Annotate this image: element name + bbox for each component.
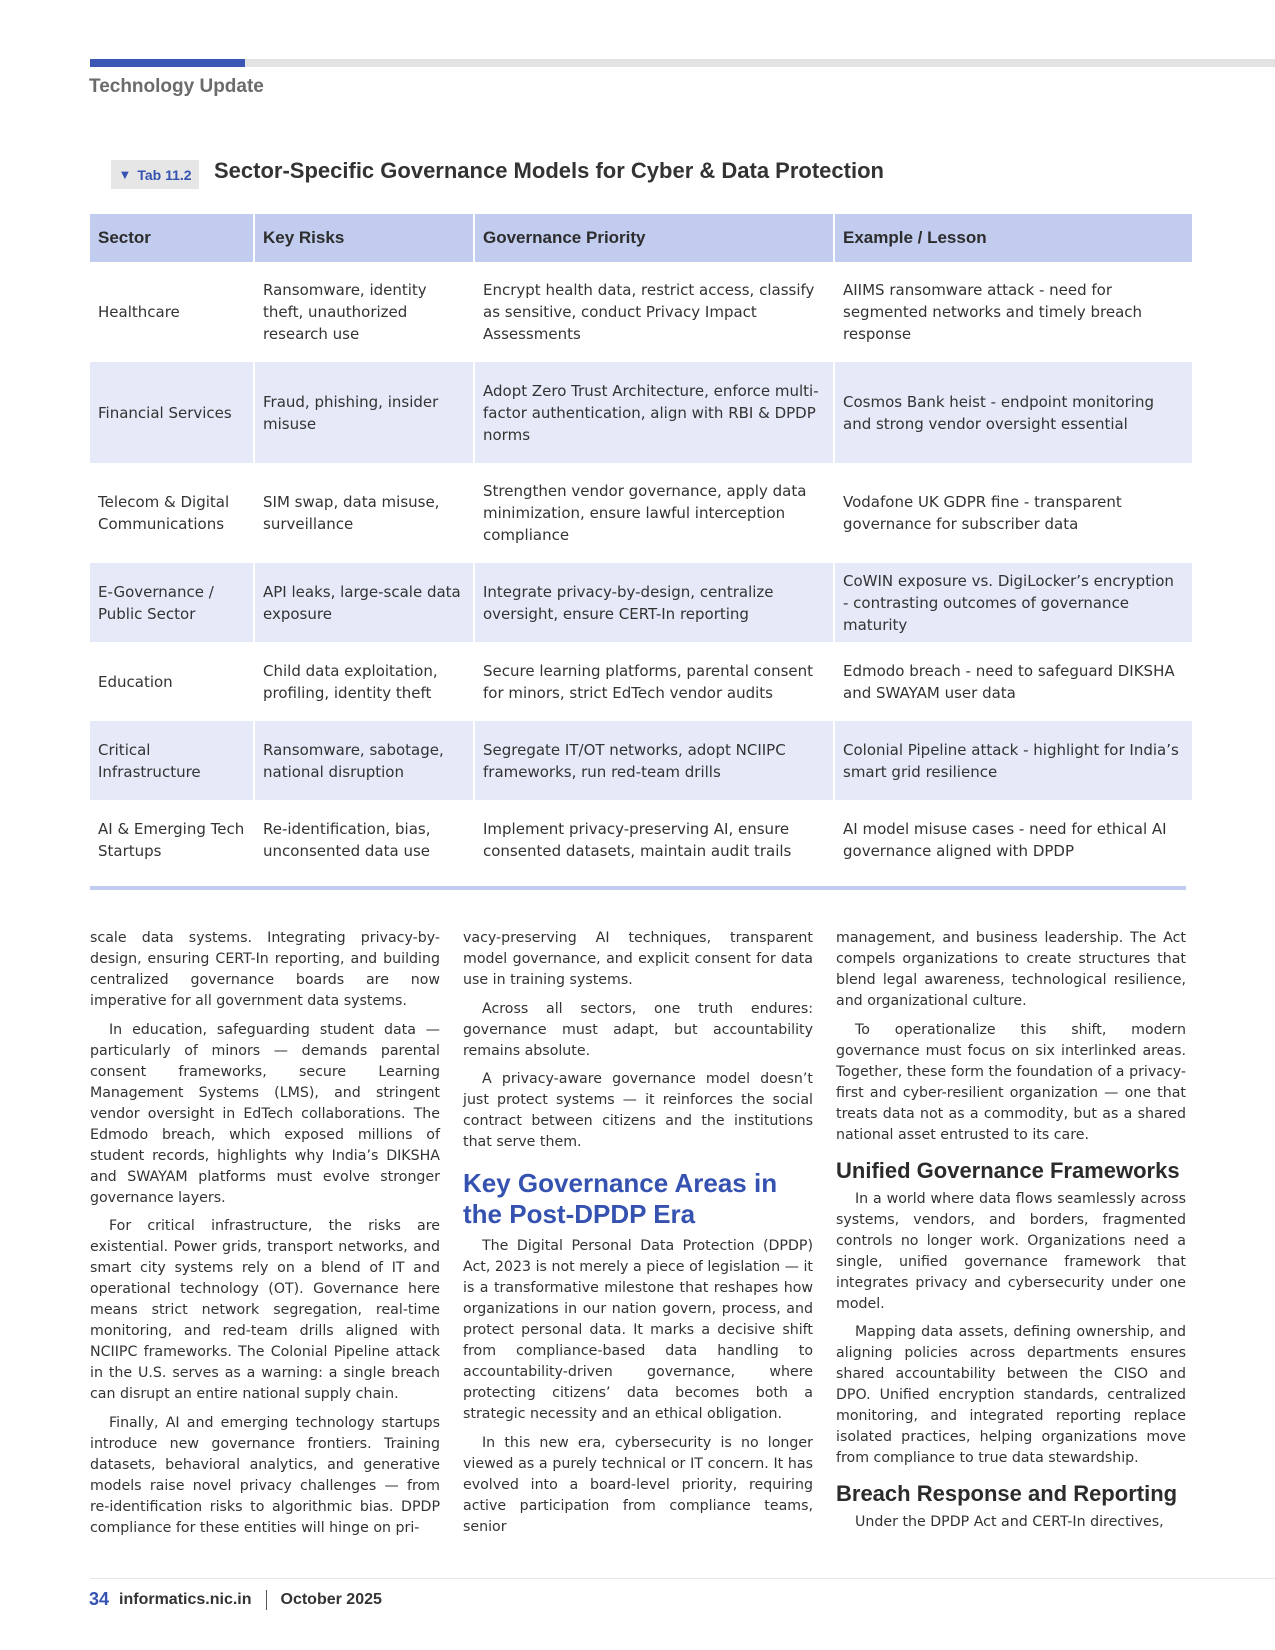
paragraph: In education, safeguarding student data — particularly of minors — demands parental consent frameworks, secure Learning Management Systems (LMS), and stringent vendor oversight in EdTech collaborations. The Edmodo breach, which exposed millions of student records, highlights why India’s DIKSHA and SWAYAM platforms must evolve stronger governance layers. [90,1021,440,1206]
cell-example-lesson: Vodafone UK GDPR fine - transparent governance for subscriber data [843,493,1122,533]
cell-governance-priority: Encrypt health data, restrict access, classify as sensitive, conduct Privacy Impact Assessments [483,281,815,343]
table-row [90,642,1192,721]
top-rule-accent [90,59,245,67]
paragraph: To operationalize this shift, modern governance must focus on six interlinked areas. Together, these form the foundation of a privacy-first and cyber-resilient organization — one that treats data not as a commodity, but as a shared national asset entrusted to its care. [836,1021,1186,1143]
cell-sector: Financial Services [90,362,253,463]
cell-key-risks: SIM swap, data misuse, surveillance [263,493,440,533]
cell-example-lesson: Cosmos Bank heist - endpoint monitoring and strong vendor oversight essential [835,362,1192,463]
cell-key-risks: Child data exploitation, profiling, identity theft [263,661,438,702]
paragraph: For critical infrastructure, the risks are existential. Power grids, transport networks, and smart city systems rely on a blend of IT and operational technology (OT). Governance here means strict network segregation, real-time monitoring, and red-team drills aligned with NCIIPC frameworks. The Colonial Pipeline attack in the U.S. serves as a warning: a single breach can disrupt an entire national supply chain. [90,1218,440,1402]
cell-governance-priority: Integrate privacy-by-design, centralize oversight, ensure CERT-In reporting [475,563,833,642]
cell-governance-priority: Secure learning platforms, parental consent for minors, strict EdTech vendor audits [483,661,814,702]
cell-governance-priority: Segregate IT/OT networks, adopt NCIIPC frameworks, run red-team drills [475,721,833,800]
cell-example-lesson: CoWIN exposure vs. DigiLocker’s encryption - contrasting outcomes of governance maturity [835,563,1192,642]
cell-sector: Telecom & Digital Communications [98,493,230,533]
paragraph: A privacy-aware governance model doesn’t just protect systems — it reinforces the social contract between citizens and the institutions that serve them. [463,1071,813,1150]
cell-sector: Critical Infrastructure [90,721,253,800]
tab-badge-label: Tab 11.2 [137,166,192,183]
paragraph: management, and business leadership. The Act compels organizations to create structures that blend legal awareness, technological resilience, and organizational culture. [836,930,1186,1009]
paragraph: Mapping data assets, defining ownership, and aligning policies across departments ensures shared accountability between the CISO and DPO. Unified encryption standards, centralized monitoring, and integrated reporting replace isolated practices, helping organizations move from compliance to true data stewardship. [836,1324,1186,1466]
paragraph: In a world where data flows seamlessly across systems, vendors, and borders, fragmented controls no longer work. Organizations need a single, unified governance framework that integrates privacy and cybersecurity under one model. [836,1190,1186,1312]
governance-table [90,214,1186,879]
cell-example-lesson: Colonial Pipeline attack - highlight for India’s smart grid resilience [835,721,1192,800]
cell-example-lesson: Edmodo breach - need to safeguard DIKSHA and SWAYAM user data [843,661,1175,702]
cell-governance-priority: Strengthen vendor governance, apply data minimization, ensure lawful interception compliance [483,482,807,544]
triangle-down-icon: ▼ [118,167,132,182]
cell-key-risks: API leaks, large-scale data exposure [255,563,473,642]
table-row [90,563,1192,642]
body-column-1 [90,928,440,1546]
subsection-heading: Breach Response and Reporting [836,1481,1178,1506]
cell-sector: AI & Emerging Tech Startups [98,819,245,860]
section-label: Technology Update [89,76,264,97]
paragraph: In this new era, cybersecurity is no longer viewed as a purely technical or IT concern. It has evolved into a board-level priority, requiring active participation from compliance teams, senior [463,1434,813,1535]
table-title: Sector-Specific Governance Models for Cyber & Data Protection [214,158,884,183]
table-bottom-rule [90,886,1186,890]
footer-divider [266,1590,267,1610]
cell-sector: Healthcare [98,303,180,321]
cell-sector: E-Governance / Public Sector [90,563,253,642]
paragraph: The Digital Personal Data Protection (DPDP) Act, 2023 is not merely a piece of legislation — it is a transformative milestone that reshapes how organizations in our nation govern, process, and protect personal data. It marks a decisive shift from compliance-based data handling to accountability-driven governance, where protecting citizens’ data becomes both a strategic necessity and an ethical obligation. [463,1238,813,1422]
table-row [90,463,1192,563]
table-row [90,362,1192,463]
subsection-heading: Unified Governance Frameworks [836,1157,1180,1183]
page-number: 34 [89,1589,110,1609]
table-row [90,800,1192,879]
footer-rule [90,1578,1275,1579]
column-header-sector: Sector [90,214,253,262]
paragraph: scale data systems. Integrating privacy-by-design, ensuring CERT-In reporting, and building centralized governance boards are now imperative for all government data systems. [90,930,440,1009]
paragraph: Under the DPDP Act and CERT-In directives, [855,1514,1164,1530]
cell-key-risks: Re-identification, bias, unconsented data use [263,819,431,860]
cell-example-lesson: AIIMS ransomware attack - need for segmented networks and timely breach response [843,281,1143,343]
column-header-key-risks: Key Risks [255,214,473,262]
paragraph: Across all sectors, one truth endures: governance must adapt, but accountability remains absolute. [463,1000,813,1059]
paragraph: vacy-preserving AI techniques, transparent model governance, and explicit consent for data use in training systems. [463,930,813,988]
cell-example-lesson: AI model misuse cases - need for ethical AI governance aligned with DPDP [843,819,1167,860]
cell-key-risks: Ransomware, identity theft, unauthorized research use [263,281,427,343]
paragraph: Finally, AI and emerging technology startups introduce new governance frontiers. Training datasets, behavioral analytics, and generative models raise novel privacy challenges — from re-identification risks to algorithmic bias. DPDP compliance for these entities will hinge on pri- [90,1414,440,1536]
column-header-governance-priority: Governance Priority [475,214,833,262]
column-header-example-lesson: Example / Lesson [835,214,1192,262]
page-footer [89,1589,382,1610]
cell-governance-priority: Adopt Zero Trust Architecture, enforce multi-factor authentication, align with RBI & DPDP norms [475,362,833,463]
cell-sector: Education [98,672,173,691]
body-column-2 [463,928,813,1545]
cell-key-risks: Ransomware, sabotage, national disruption [255,721,473,800]
table-row [90,721,1192,800]
cell-key-risks: Fraud, phishing, insider misuse [255,362,473,463]
body-column-3 [836,928,1186,1541]
top-rule [90,59,1275,67]
table-tab-badge [111,160,199,189]
table-row [90,262,1192,362]
footer-site: informatics.nic.in [119,1590,252,1608]
section-heading: Key Governance Areas in the Post-DPDP Era [463,1168,778,1229]
cell-governance-priority: Implement privacy-preserving AI, ensure consented datasets, maintain audit trails [483,819,792,860]
footer-date: October 2025 [280,1590,382,1608]
